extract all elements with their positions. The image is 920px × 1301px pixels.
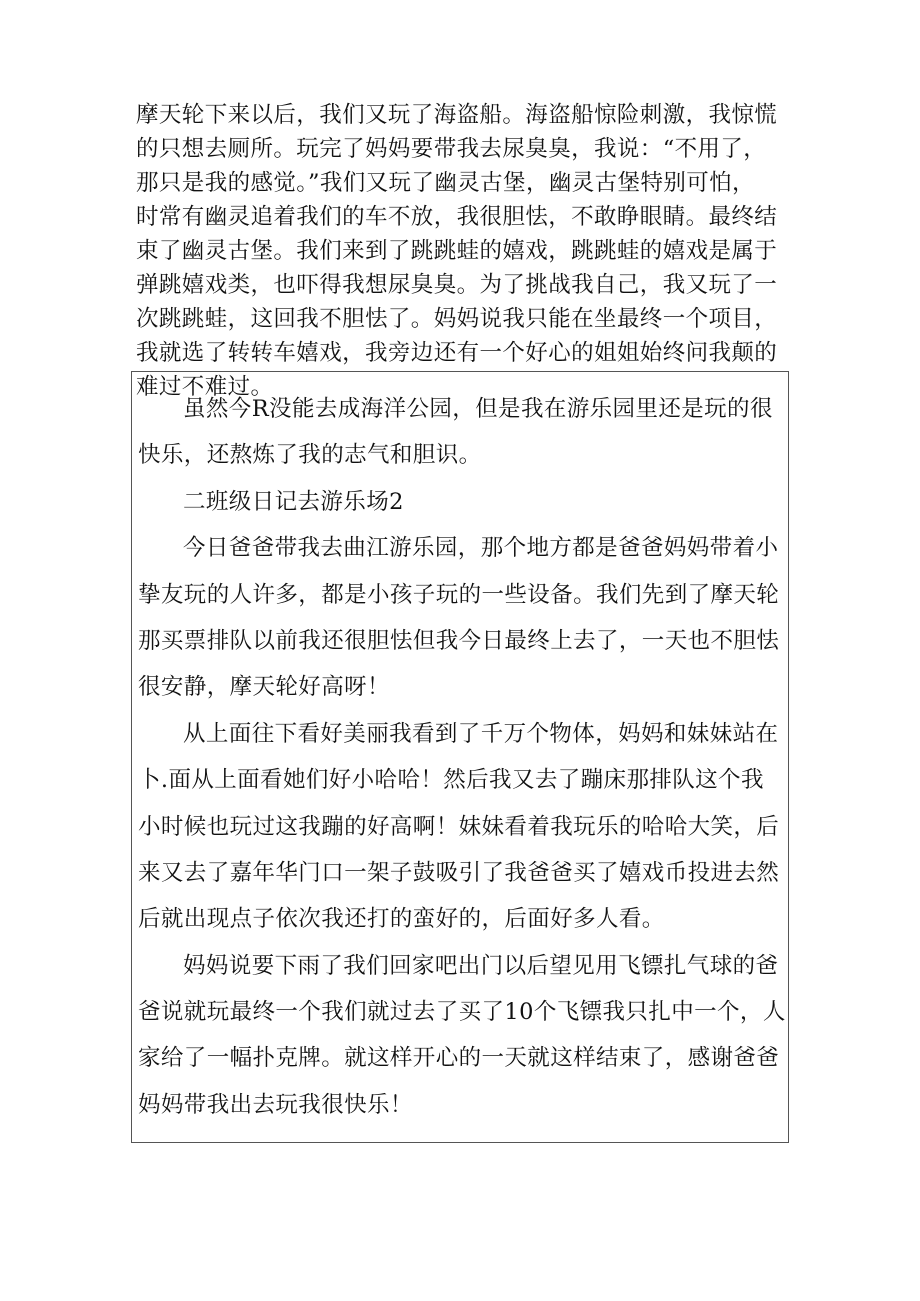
text-line: 时常有幽灵追着我们的车不放，我很胆怯，不敢睁眼睛。最终结 xyxy=(136,204,778,230)
text-line: 很安静，摩天轮好高呀！ xyxy=(138,674,390,701)
text-line: 那买票排队以前我还很胆怯但我今日最终上去了，一天也不胆怯 xyxy=(138,627,780,654)
text-line: 弹跳嬉戏类，也吓得我想尿臭臭。为了挑战我自己，我又玩了一 xyxy=(136,272,778,298)
text-line: 后就出现点子依次我还打的蛮好的，后面好多人看。 xyxy=(138,906,665,933)
text-line: 难过不难过。 xyxy=(136,374,274,400)
box-content xyxy=(132,386,788,1128)
paragraph-first-line: 从上面往下看好美丽我看到了千万个物体，妈妈和妹妹站在 xyxy=(183,720,779,747)
text-line: 次跳跳蛙，这回我不胆怯了。妈妈说我只能在坐最终一个项目， xyxy=(136,306,778,332)
top-paragraph xyxy=(136,98,796,404)
paragraph-first-line: 妈妈说要下雨了我们回家吧出门以后望见用飞镖扎气球的爸 xyxy=(183,952,779,979)
text-line: 挚友玩的人许多，都是小孩子玩的一些设备。我们先到了摩天轮 xyxy=(138,581,780,608)
text-line: 爸说就玩最终一个我们就过去了买了10个飞镖我只扎中一个，人 xyxy=(138,999,786,1026)
text-line: 快乐，还熬炼了我的志气和胆识。 xyxy=(138,442,482,469)
text-line: 的只想去厕所。玩完了妈妈要带我去尿臭臭，我说：“不用了， xyxy=(136,136,767,162)
paragraph-first-line: 二班级日记去游乐场2 xyxy=(183,488,404,515)
text-line: 来又去了嘉年华门口一架子鼓吸引了我爸爸买了嬉戏币投进去然 xyxy=(138,859,780,886)
text-line: 小时候也玩过这我蹦的好高啊！妹妹看着我玩乐的哈哈大笑，后 xyxy=(138,813,780,840)
text-line: 我就选了转转车嬉戏，我旁边还有一个好心的姐姐始终问我颠的 xyxy=(136,340,778,366)
bordered-text-box xyxy=(131,371,789,1143)
text-line: 摩天轮下来以后，我们又玩了海盗船。海盗船惊险刺激，我惊慌 xyxy=(136,102,778,128)
text-line: 卜.面从上面看她们好小哈哈！然后我又去了蹦床那排队这个我 xyxy=(138,767,764,794)
paragraph-first-line: 今日爸爸带我去曲江游乐园，那个地方都是爸爸妈妈带着小 xyxy=(183,535,779,562)
paragraph-first-line: 虽然今R没能去成海洋公园，但是我在游乐园里还是玩的很 xyxy=(183,396,773,422)
text-line: 束了幽灵古堡。我们来到了跳跳蛙的嬉戏，跳跳蛙的嬉戏是属于 xyxy=(136,238,778,264)
text-line: 那只是我的感觉。”我们又玩了幽灵古堡，幽灵古堡特别可怕， xyxy=(136,170,755,196)
text-line: 妈妈带我出去玩我很快乐！ xyxy=(138,1091,413,1118)
text-line: 家给了一幅扑克牌。就这样开心的一天就这样结束了，感谢爸爸 xyxy=(138,1045,780,1072)
